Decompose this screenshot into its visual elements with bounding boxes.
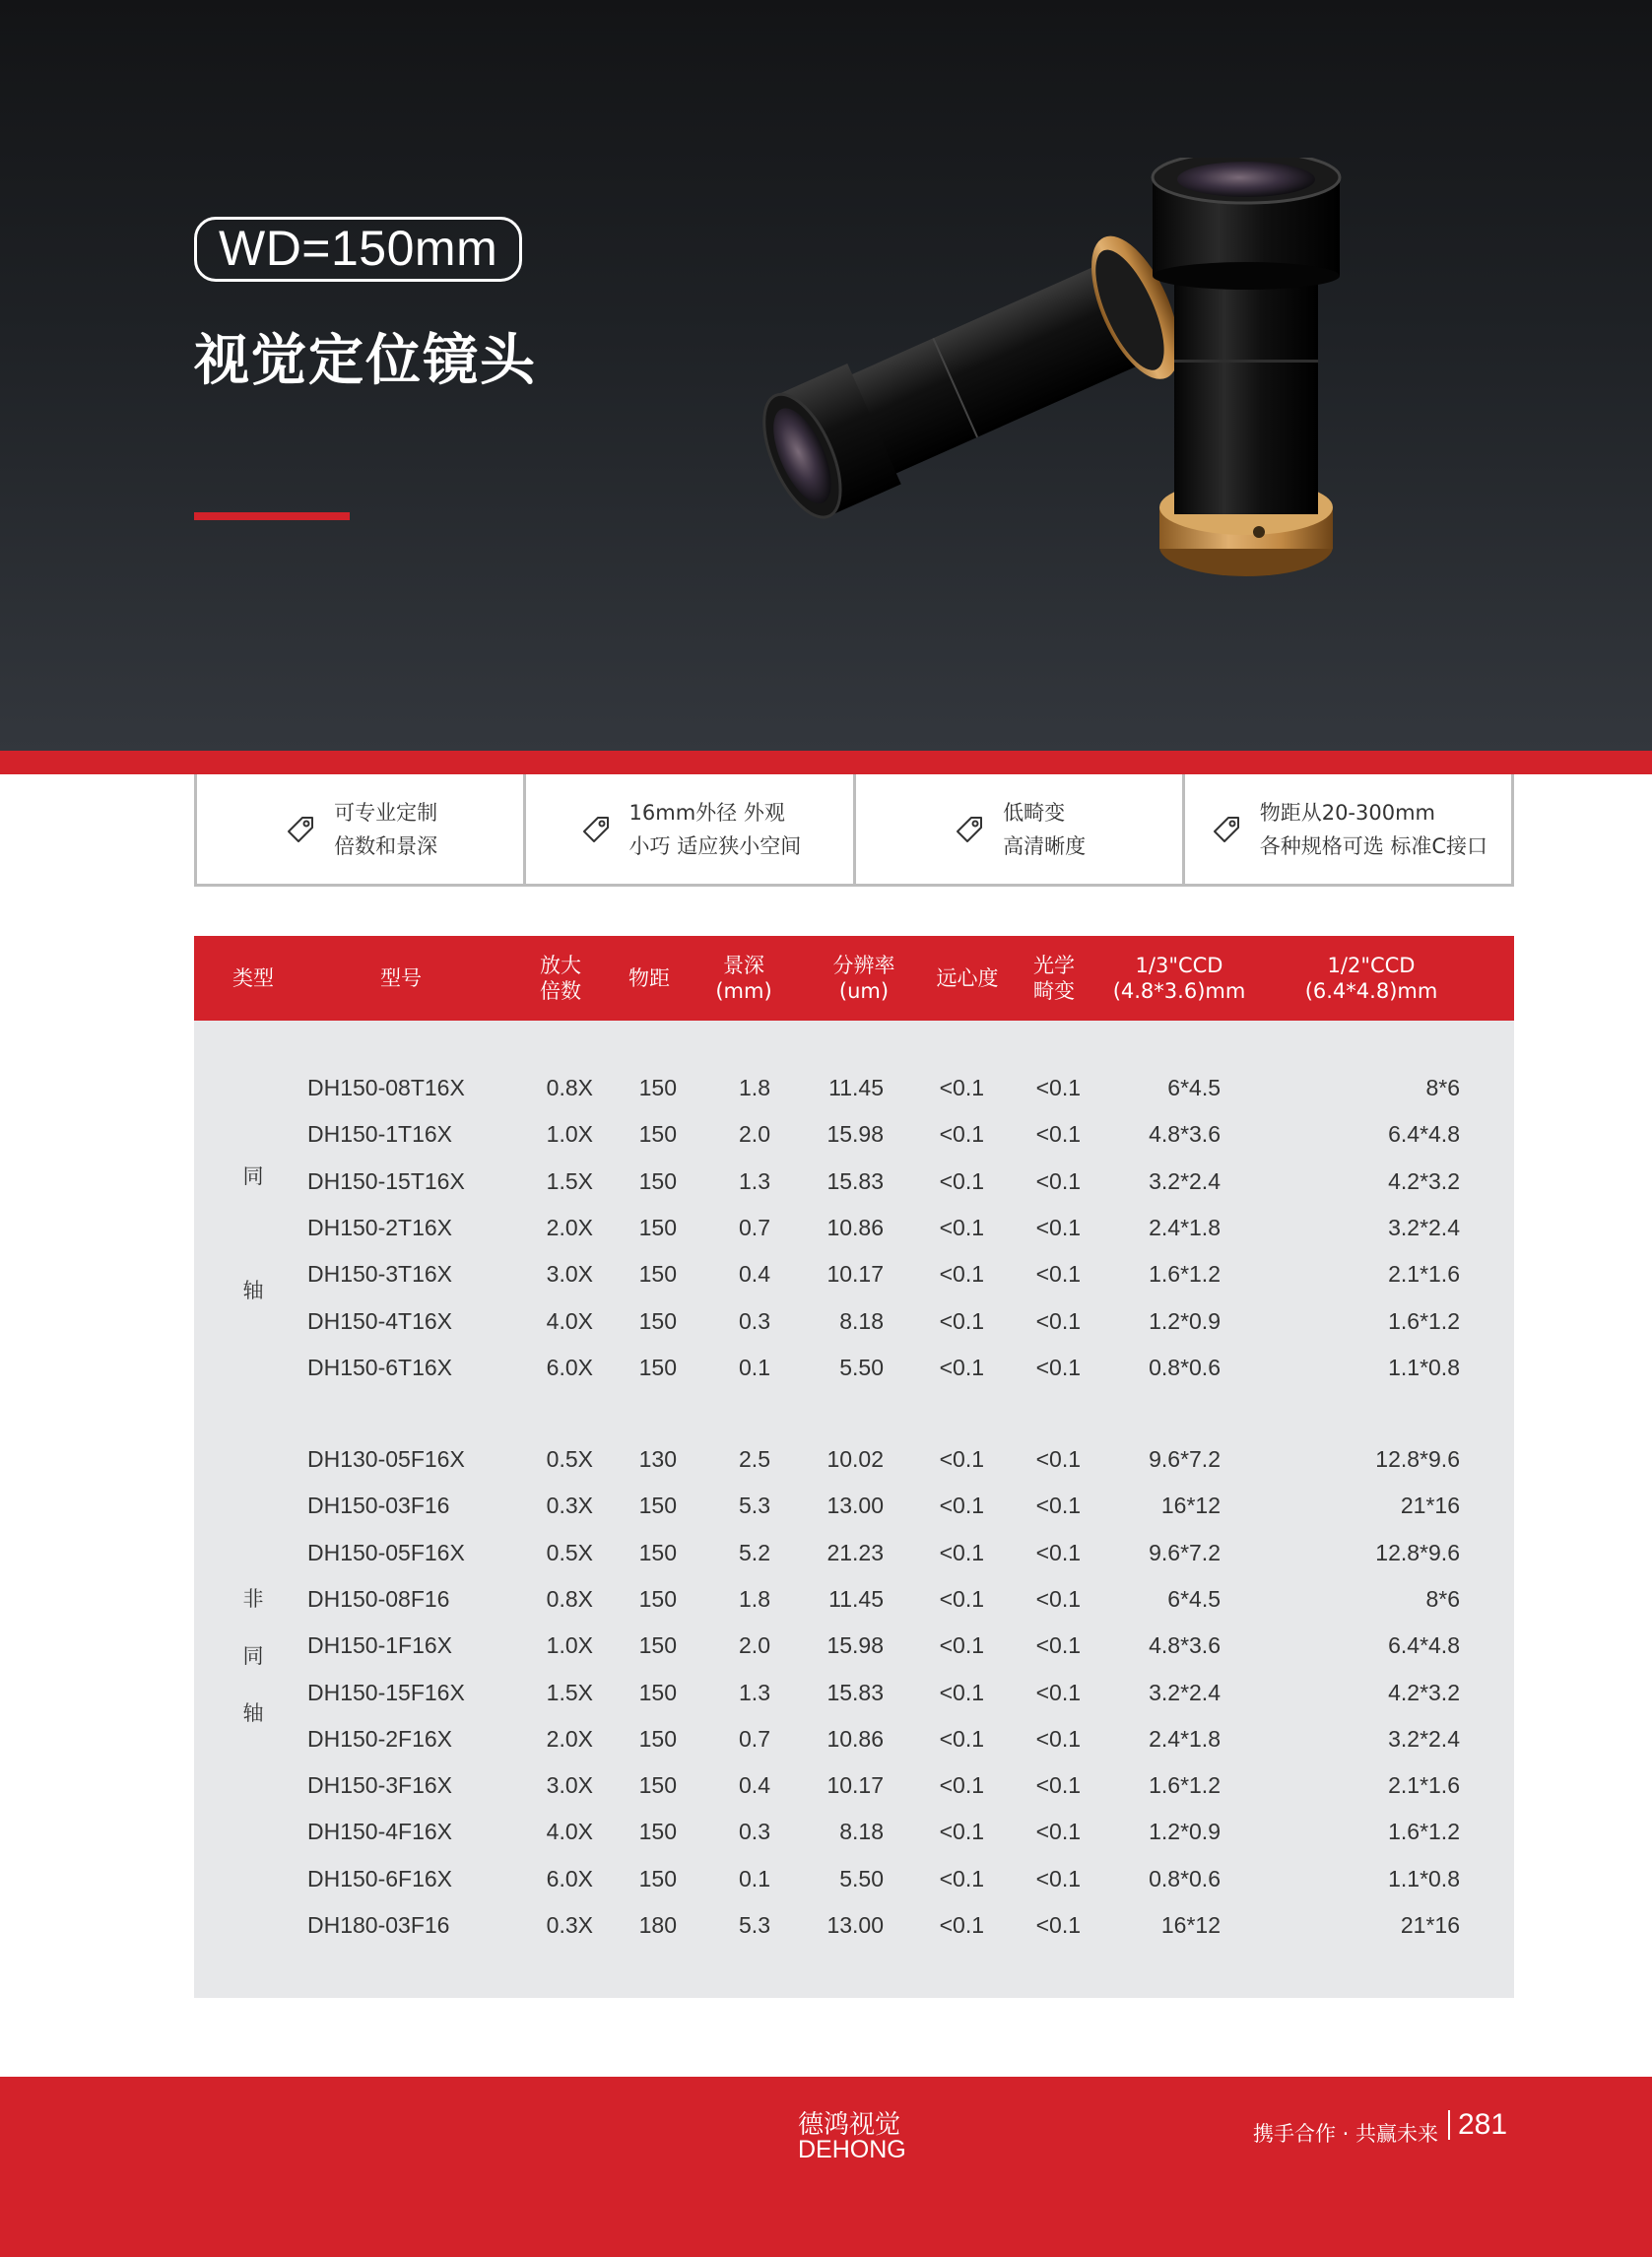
working-distance-cell: 150 <box>638 1214 677 1240</box>
depth-of-field-cell: 2.0 <box>739 1632 770 1659</box>
feature-text-line: 物距从20-300mm <box>1259 800 1435 825</box>
ccd-1-2-cell: 1.1*0.8 <box>1388 1865 1460 1892</box>
magnification-cell: 0.8X <box>546 1075 593 1100</box>
spec-table <box>194 936 1514 1998</box>
working-distance-cell: 150 <box>638 1354 677 1380</box>
magnification-cell: 0.5X <box>546 1446 593 1472</box>
magnification-cell: 4.0X <box>546 1819 593 1845</box>
depth-of-field-cell: 0.1 <box>739 1354 770 1380</box>
ccd-1-2-cell: 4.2*3.2 <box>1388 1679 1460 1705</box>
depth-of-field-cell: 0.7 <box>739 1214 770 1240</box>
table-row <box>194 1670 1514 1716</box>
distortion-cell: <0.1 <box>1035 1493 1081 1519</box>
distortion-cell: <0.1 <box>1035 1912 1081 1938</box>
working-distance-cell: 150 <box>638 1865 677 1892</box>
telecentricity-cell: <0.1 <box>939 1585 984 1612</box>
resolution-cell: 5.50 <box>839 1354 884 1380</box>
model-cell: DH150-1T16X <box>307 1121 453 1148</box>
model-cell: DH150-2T16X <box>307 1214 453 1240</box>
distortion-cell: <0.1 <box>1035 1167 1081 1194</box>
feature-text-line: 16mm外径 外观 <box>628 800 785 825</box>
table-row <box>194 1251 1514 1297</box>
header-ccd-1-2: 1/2"CCD (6.4*4.8)mm <box>1304 954 1438 1003</box>
ccd-1-3-cell: 0.8*0.6 <box>1149 1354 1221 1380</box>
table-row <box>194 1856 1514 1902</box>
depth-of-field-cell: 2.0 <box>739 1121 770 1148</box>
distortion-cell: <0.1 <box>1035 1261 1081 1288</box>
magnification-cell: 3.0X <box>546 1772 593 1799</box>
distortion-cell: <0.1 <box>1035 1214 1081 1240</box>
feature-text-line: 可专业定制 <box>334 800 438 825</box>
working-distance-cell: 180 <box>638 1912 677 1938</box>
distortion-cell: <0.1 <box>1035 1772 1081 1799</box>
page-number: 281 <box>1448 2110 1507 2140</box>
tag-icon <box>1209 812 1244 847</box>
distortion-cell: <0.1 <box>1035 1307 1081 1334</box>
ccd-1-2-cell: 21*16 <box>1400 1493 1460 1519</box>
distortion-cell: <0.1 <box>1035 1679 1081 1705</box>
model-cell: DH150-3T16X <box>307 1261 453 1288</box>
resolution-cell: 15.83 <box>826 1679 884 1705</box>
feature-item <box>197 774 526 884</box>
working-distance-cell: 150 <box>638 1679 677 1705</box>
telecentricity-cell: <0.1 <box>939 1493 984 1519</box>
telecentricity-cell: <0.1 <box>939 1121 984 1148</box>
working-distance-cell: 150 <box>638 1539 677 1565</box>
ccd-1-2-cell: 12.8*9.6 <box>1375 1446 1460 1472</box>
resolution-cell: 11.45 <box>828 1075 884 1100</box>
telecentricity-cell: <0.1 <box>939 1819 984 1845</box>
working-distance-cell: 150 <box>638 1261 677 1288</box>
group-label-char: 非 <box>242 1587 264 1611</box>
ccd-1-2-cell: 6.4*4.8 <box>1388 1121 1460 1148</box>
telecentricity-cell: <0.1 <box>939 1261 984 1288</box>
header-telecentricity: 远心度 <box>936 966 999 990</box>
magnification-cell: 6.0X <box>546 1354 593 1380</box>
ccd-1-3-cell: 2.4*1.8 <box>1149 1214 1221 1240</box>
table-row <box>194 1576 1514 1623</box>
resolution-cell: 11.45 <box>828 1585 884 1612</box>
table-row <box>194 1483 1514 1529</box>
model-cell: DH150-15F16X <box>307 1679 465 1705</box>
ccd-1-2-cell: 2.1*1.6 <box>1388 1261 1460 1288</box>
table-row <box>194 1111 1514 1158</box>
ccd-1-2-cell: 3.2*2.4 <box>1388 1725 1460 1752</box>
table-row <box>194 1065 1514 1111</box>
telecentricity-cell: <0.1 <box>939 1354 984 1380</box>
group-label-char: 同 <box>242 1164 264 1188</box>
page-title: 视觉定位镜头 <box>194 329 537 393</box>
header-type: 类型 <box>232 966 274 990</box>
lens-product-image <box>749 158 1379 690</box>
magnification-cell: 1.0X <box>546 1121 593 1148</box>
distortion-cell: <0.1 <box>1035 1819 1081 1845</box>
group-label-char: 同 <box>242 1644 264 1668</box>
distortion-cell: <0.1 <box>1035 1725 1081 1752</box>
resolution-cell: 8.18 <box>839 1307 884 1334</box>
table-header <box>194 936 1514 1021</box>
feature-text-line: 高清晰度 <box>1003 833 1087 858</box>
depth-of-field-cell: 0.1 <box>739 1865 770 1892</box>
model-cell: DH150-15T16X <box>307 1167 465 1194</box>
ccd-1-3-cell: 3.2*2.4 <box>1149 1167 1221 1194</box>
ccd-1-3-cell: 16*12 <box>1160 1493 1221 1519</box>
ccd-1-3-cell: 3.2*2.4 <box>1149 1679 1221 1705</box>
telecentricity-cell: <0.1 <box>939 1865 984 1892</box>
distortion-cell: <0.1 <box>1035 1075 1081 1100</box>
magnification-cell: 6.0X <box>546 1865 593 1892</box>
ccd-1-3-cell: 1.6*1.2 <box>1149 1261 1221 1288</box>
ccd-1-3-cell: 6*4.5 <box>1167 1585 1221 1612</box>
brand-name-cn: 德鸿视觉 <box>798 2110 901 2140</box>
resolution-cell: 13.00 <box>826 1912 884 1938</box>
resolution-cell: 10.86 <box>826 1725 884 1752</box>
ccd-1-3-cell: 9.6*7.2 <box>1149 1539 1221 1565</box>
header-magnification: 放大 倍数 <box>540 954 581 1003</box>
magnification-cell: 2.0X <box>546 1214 593 1240</box>
working-distance-cell: 150 <box>638 1167 677 1194</box>
depth-of-field-cell: 0.4 <box>739 1772 770 1799</box>
model-cell: DH150-08T16X <box>307 1075 465 1100</box>
feature-item <box>1185 774 1514 884</box>
ccd-1-3-cell: 1.6*1.2 <box>1149 1772 1221 1799</box>
magnification-cell: 4.0X <box>546 1307 593 1334</box>
depth-of-field-cell: 1.8 <box>739 1585 770 1612</box>
feature-text-line: 倍数和景深 <box>334 833 438 858</box>
magnification-cell: 1.5X <box>546 1679 593 1705</box>
header-depth-of-field: 景深 (mm) <box>715 954 772 1003</box>
header-working-distance: 物距 <box>628 966 670 990</box>
telecentricity-cell: <0.1 <box>939 1167 984 1194</box>
magnification-cell: 0.3X <box>546 1493 593 1519</box>
table-row <box>194 1159 1514 1205</box>
resolution-cell: 10.17 <box>826 1772 884 1799</box>
working-distance-cell: 150 <box>638 1075 677 1100</box>
magnification-cell: 3.0X <box>546 1261 593 1288</box>
depth-of-field-cell: 2.5 <box>739 1446 770 1472</box>
ccd-1-2-cell: 1.6*1.2 <box>1388 1819 1460 1845</box>
group-label-char: 轴 <box>242 1279 264 1302</box>
depth-of-field-cell: 5.3 <box>739 1493 770 1519</box>
distortion-cell: <0.1 <box>1035 1446 1081 1472</box>
depth-of-field-cell: 0.7 <box>739 1725 770 1752</box>
telecentricity-cell: <0.1 <box>939 1446 984 1472</box>
distortion-cell: <0.1 <box>1035 1632 1081 1659</box>
ccd-1-2-cell: 3.2*2.4 <box>1388 1214 1460 1240</box>
feature-text-line: 小巧 适应狭小空间 <box>628 833 802 858</box>
working-distance-cell: 150 <box>638 1772 677 1799</box>
distortion-cell: <0.1 <box>1035 1354 1081 1380</box>
tag-icon <box>283 812 318 847</box>
table-row <box>194 1762 1514 1809</box>
telecentricity-cell: <0.1 <box>939 1912 984 1938</box>
feature-strip <box>194 774 1514 887</box>
telecentricity-cell: <0.1 <box>939 1307 984 1334</box>
working-distance-cell: 150 <box>638 1725 677 1752</box>
header-resolution: 分辨率 (um) <box>832 954 895 1003</box>
distortion-cell: <0.1 <box>1035 1539 1081 1565</box>
table-row <box>194 1530 1514 1576</box>
ccd-1-3-cell: 4.8*3.6 <box>1149 1121 1221 1148</box>
model-cell: DH150-03F16 <box>307 1493 450 1519</box>
distortion-cell: <0.1 <box>1035 1585 1081 1612</box>
brand-name-en: DEHONG <box>798 2136 906 2163</box>
feature-text-line: 低畸变 <box>1003 800 1066 825</box>
tag-icon <box>952 812 987 847</box>
title-accent-line <box>194 512 350 520</box>
resolution-cell: 10.02 <box>826 1446 884 1472</box>
model-cell: DH150-2F16X <box>307 1725 453 1752</box>
model-cell: DH150-4F16X <box>307 1819 453 1845</box>
telecentricity-cell: <0.1 <box>939 1725 984 1752</box>
ccd-1-3-cell: 16*12 <box>1160 1912 1221 1938</box>
depth-of-field-cell: 5.3 <box>739 1912 770 1938</box>
telecentricity-cell: <0.1 <box>939 1632 984 1659</box>
feature-item <box>856 774 1185 884</box>
magnification-cell: 0.5X <box>546 1539 593 1565</box>
table-row <box>194 1436 1514 1483</box>
ccd-1-2-cell: 8*6 <box>1425 1075 1460 1100</box>
resolution-cell: 10.17 <box>826 1261 884 1288</box>
depth-of-field-cell: 1.3 <box>739 1167 770 1194</box>
telecentricity-cell: <0.1 <box>939 1539 984 1565</box>
working-distance-cell: 130 <box>638 1446 677 1472</box>
model-cell: DH150-3F16X <box>307 1772 453 1799</box>
hero-banner <box>0 0 1652 751</box>
hero-red-band <box>0 751 1652 774</box>
ccd-1-2-cell: 4.2*3.2 <box>1388 1167 1460 1194</box>
distortion-cell: <0.1 <box>1035 1865 1081 1892</box>
model-cell: DH150-1F16X <box>307 1632 453 1659</box>
ccd-1-2-cell: 1.1*0.8 <box>1388 1354 1460 1380</box>
resolution-cell: 13.00 <box>826 1493 884 1519</box>
ccd-1-2-cell: 1.6*1.2 <box>1388 1307 1460 1334</box>
ccd-1-2-cell: 21*16 <box>1400 1912 1460 1938</box>
distortion-cell: <0.1 <box>1035 1121 1081 1148</box>
table-row <box>194 1809 1514 1855</box>
table-row <box>194 1716 1514 1762</box>
working-distance-cell: 150 <box>638 1121 677 1148</box>
feature-item <box>526 774 855 884</box>
depth-of-field-cell: 0.4 <box>739 1261 770 1288</box>
resolution-cell: 15.98 <box>826 1121 884 1148</box>
resolution-cell: 15.98 <box>826 1632 884 1659</box>
ccd-1-3-cell: 1.2*0.9 <box>1149 1307 1221 1334</box>
depth-of-field-cell: 0.3 <box>739 1307 770 1334</box>
telecentricity-cell: <0.1 <box>939 1679 984 1705</box>
ccd-1-2-cell: 2.1*1.6 <box>1388 1772 1460 1799</box>
depth-of-field-cell: 1.3 <box>739 1679 770 1705</box>
ccd-1-2-cell: 12.8*9.6 <box>1375 1539 1460 1565</box>
model-cell: DH150-6T16X <box>307 1354 453 1380</box>
group-label-char: 轴 <box>242 1701 264 1725</box>
working-distance-cell: 150 <box>638 1307 677 1334</box>
resolution-cell: 10.86 <box>826 1214 884 1240</box>
model-cell: DH130-05F16X <box>307 1446 465 1472</box>
resolution-cell: 8.18 <box>839 1819 884 1845</box>
working-distance-cell: 150 <box>638 1493 677 1519</box>
telecentricity-cell: <0.1 <box>939 1214 984 1240</box>
resolution-cell: 5.50 <box>839 1865 884 1892</box>
model-cell: DH180-03F16 <box>307 1912 450 1938</box>
table-row <box>194 1205 1514 1251</box>
telecentricity-cell: <0.1 <box>939 1772 984 1799</box>
header-ccd-1-3: 1/3"CCD (4.8*3.6)mm <box>1112 954 1246 1003</box>
model-cell: DH150-6F16X <box>307 1865 453 1892</box>
model-cell: DH150-4T16X <box>307 1307 453 1334</box>
tag-icon <box>578 812 614 847</box>
header-model: 型号 <box>380 966 422 990</box>
working-distance-cell: 150 <box>638 1585 677 1612</box>
depth-of-field-cell: 5.2 <box>739 1539 770 1565</box>
ccd-1-2-cell: 8*6 <box>1425 1585 1460 1612</box>
depth-of-field-cell: 1.8 <box>739 1075 770 1100</box>
ccd-1-3-cell: 2.4*1.8 <box>1149 1725 1221 1752</box>
table-row <box>194 1345 1514 1391</box>
depth-of-field-cell: 0.3 <box>739 1819 770 1845</box>
telecentricity-cell: <0.1 <box>939 1075 984 1100</box>
resolution-cell: 15.83 <box>826 1167 884 1194</box>
resolution-cell: 21.23 <box>826 1539 884 1565</box>
magnification-cell: 0.8X <box>546 1585 593 1612</box>
feature-text-line: 各种规格可选 标准C接口 <box>1259 833 1488 858</box>
working-distance-badge: WD=150mm <box>194 217 522 282</box>
ccd-1-2-cell: 6.4*4.8 <box>1388 1632 1460 1659</box>
ccd-1-3-cell: 4.8*3.6 <box>1149 1632 1221 1659</box>
ccd-1-3-cell: 9.6*7.2 <box>1149 1446 1221 1472</box>
working-distance-cell: 150 <box>638 1632 677 1659</box>
table-row <box>194 1902 1514 1949</box>
magnification-cell: 1.5X <box>546 1167 593 1194</box>
magnification-cell: 0.3X <box>546 1912 593 1938</box>
ccd-1-3-cell: 0.8*0.6 <box>1149 1865 1221 1892</box>
table-row <box>194 1298 1514 1345</box>
working-distance-cell: 150 <box>638 1819 677 1845</box>
table-row <box>194 1623 1514 1669</box>
magnification-cell: 1.0X <box>546 1632 593 1659</box>
magnification-cell: 2.0X <box>546 1725 593 1752</box>
ccd-1-3-cell: 6*4.5 <box>1167 1075 1221 1100</box>
model-cell: DH150-05F16X <box>307 1539 465 1565</box>
model-cell: DH150-08F16 <box>307 1585 450 1612</box>
footer-slogan: 携手合作 · 共赢未来 <box>1253 2122 1439 2146</box>
ccd-1-3-cell: 1.2*0.9 <box>1149 1819 1221 1845</box>
header-distortion: 光学 畸变 <box>1033 954 1075 1003</box>
